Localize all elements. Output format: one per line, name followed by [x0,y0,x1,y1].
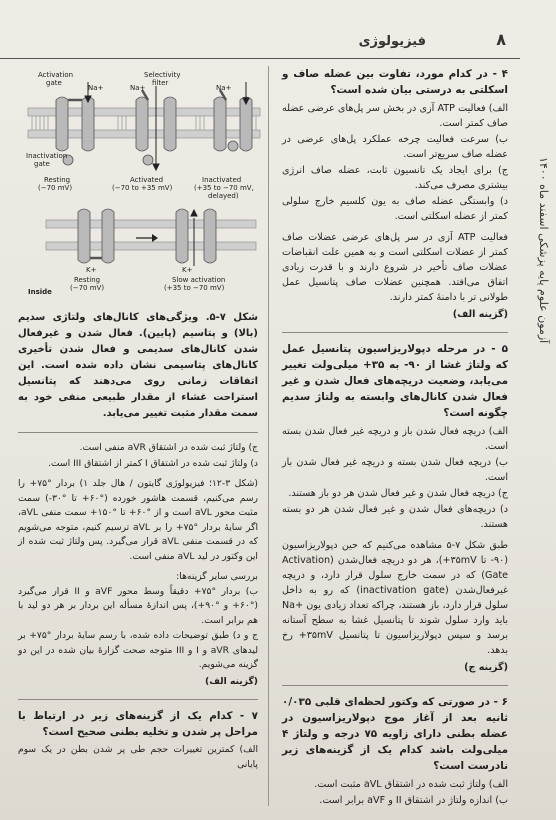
q4-answer: (گزینه الف) [452,309,508,320]
inactivation-gate-closed [228,141,238,151]
q6-explanation-1: (شکل ۳-۱۲؛ فیزیولوژی گایتون / هال جلد ۱) بردار °۷۵+ را رسم می‌کنیم، قسمت هاشور خورده (°۶۰+ تا °۳۰-) سمت مثبت محور aVL است و از °۶۰+ تا °۱۵۰+ سمت منفی aVL، اگر سایهٔ بردار °۷۵+ را بر aVL ترسیم کنیم، متوجه می‌شویم که در قسمت منفی aVL قرار می‌گیرد. پس ولتاژ ثبت شده از این وکتور در لید aVL منفی است. [18,478,259,562]
q6-option-a: الف) ولتاژ ثبت شده در اشتقاق aVL مثبت است. [314,779,508,790]
q4-option-a: الف) فعالیت ATP آزی در بخش سر پل‌های عرضی عضله صاف کمتر است. [282,103,508,129]
q5-answer: (گزینه ج) [464,662,508,673]
label-na-1: Na+ [88,84,104,92]
na-channel-inactivated-left [214,97,226,151]
q6-option-c: ج) ولتاژ ثبت شده در اشتقاق aVR منفی است. [79,442,258,453]
label-activation-gate: Activation gate [38,71,74,87]
label-resting-na: Resting (−70 mV) [38,176,73,192]
label-na-3: Na+ [216,84,232,92]
q6-explanation-2: بررسی سایر گزینه‌ها: [176,571,258,582]
inactivation-gate-2 [143,155,153,165]
k-channel-resting-right [102,209,114,263]
na-channel-resting-right [82,97,94,151]
separator-4 [18,699,258,700]
label-inactivation-gate: Inactivation gate [26,152,68,168]
q4-option-c: ج) برای ایجاد یک تانسیون ثابت، عضله صاف انرژی بیشتری مصرف می‌کند. [282,165,508,191]
figure-caption: شکل ۷-۵. ویژگی‌های کانال‌های ولتاژی سدیم (بالا) و پتاسیم (پایین). فعال شدن و غیرفعال شدن کانال‌های سدیمی و فعال شدن تأخیری کانال‌های پتاسیمی نشان داده شده است. این اتفاقات زمانی روی می‌دهند که پتانسیل استراحت غشاء از مقدار طبیعی منفی خود به سمت مقدار مثبت تغییر می‌یابد. [18,312,258,419]
separator [282,332,508,333]
page-title: فیزیولوژی [358,34,426,49]
page-header [0,28,520,59]
q5-option-a: الف) دریچه فعال شدن باز و دریچه غیر فعال شدن بسته است. [282,426,508,452]
na-channel-activated-left [136,97,148,151]
k-channel-resting-left [78,209,90,263]
q4-explanation: فعالیت ATP آزی در سر پل‌های عرضی عضلات صاف کمتر از عضلات اسکلتی است و به همین علت انقباضات عضلات صاف تأخیر در شروع دارند و با قدرت زیادی اتفاق می‌افتد. همچنین عضلات صاف پتانسیل عمل طولانی تر با دامنهٔ کمتر دارند. [282,232,508,303]
side-band-label: آزمون علوم پایه پزشکی اسفند ماه ۱۴۰۰ [537,156,550,344]
question-7: ۷ - کدام یک از گزینه‌های زیر در ارتباط با مراحل پر شدن و تخلیه بطنی صحیح است؟ [18,710,258,738]
label-inside: Inside [28,288,52,296]
potassium-membrane-row [46,209,256,266]
page-number: ۸ [496,30,506,49]
label-na-2: Na+ [130,84,146,92]
q6-explanation-4: ج و د) طبق توضیحات داده شده، با رسم سایهٔ بردار °۷۵+ بر لیدهای aVR و I و III متوجه صحت گزارهٔ بیان شده در این دو گزینه می‌شویم. [18,630,259,670]
label-slow-activation: Slow activation (+35 to −70 mV) [164,276,226,292]
label-k-1: K+ [86,266,97,274]
question-4: ۴ - در کدام مورد، تفاوت بین عضله صاف و اسکلتی به درستی بیان شده است؟ [282,68,508,96]
column-divider [268,66,269,806]
separator-2 [282,685,508,686]
question-6: ۶ - در صورتی که وکتور لحظه‌ای قلبی ۰/۰۳۵ ثانیه بعد از آغاز موج دپولاریزاسیون در عضله بطنی دارای زاویه ۷۵ درجه و ولتاژ ۴ میلی‌ولت باشد کدام یک از گزینه‌های زیر نادرست است؟ [282,696,508,772]
k-channel-slow-left [176,209,188,263]
label-inactivated: Inactivated (+35 to −70 mV, delayed) [194,176,254,200]
label-selectivity-filter: Selectivity filter [144,71,181,87]
right-column [282,66,508,809]
label-k-2: K+ [182,266,193,274]
q4-option-b: ب) سرعت فعالیت چرخه عملکرد پل‌های عرضی در عضله صاف سریع‌تر است. [282,134,508,160]
q5-option-b: ب) دریچه فعال شدن بسته و دریچه غیر فعال شدن باز است. [282,457,508,483]
q6-option-b: ب) اندازه ولتاژ در اشتقاق II و aVF برابر است. [319,795,508,806]
q6-option-d: د) ولتاژ ثبت شده در اشتقاق I کمتر از اشتقاق III است. [47,457,258,469]
na-channel-activated-right [164,97,176,151]
ion-channel-figure [26,70,266,298]
q4-option-d: د) وابستگی عضله صاف به یون کلسیم خارج سلولی کمتر از عضله اسکلتی است. [282,196,508,222]
q7-option-a: الف) کمترین تغییرات حجم طی پر شدن بطن در یک سوم پایانی [18,744,258,770]
q6-answer: (گزینه الف) [205,675,258,687]
left-column [18,300,258,773]
na-channel-resting-left [56,97,68,151]
q5-option-c: ج) دریچه فعال شدن و غیر فعال شدن هر دو باز هستند. [288,488,508,499]
label-resting-k: Resting (−70 mV) [70,276,105,292]
ion-channel-diagram [26,70,266,298]
question-5: ۵ - در مرحله دپولاریزاسیون پتانسیل عمل که ولتاژ غشا از ۹۰- به ۳۵+ میلی‌ولت تغییر می‌یابد، وضعیت دریچه‌های فعال شدن و غیر فعال شدن کانال‌های وابسته به ولتاژ سدیم چگونه است؟ [282,343,508,419]
q6-explanation-3: ب) بردار °۷۵+ دقیقاً وسط محور aVF و II قرار می‌گیرد (°۶۰+ و °۹۰+)، پس اندازهٔ مسأله این بردار بر هر دو لید با هم برابر است. [18,585,258,626]
label-activated: Activated (−70 to +35 mV) [112,176,173,192]
k-channel-slow-right [204,209,216,263]
q5-option-d: د) دریچه‌های فعال شدن و غیر فعال شدن هر دو بسته هستند. [282,504,508,530]
separator-3 [18,432,258,433]
q5-explanation: طبق شکل ۷-۵ مشاهده می‌کنیم که حین دپولاریزاسیون (۹۰- تا ۳۵mV+)، هر دو دریچه فعال‌شدن (Activation Gate) که در سمت خارج سلول قرار دارد، و دریچه غیرفعال‌شدن (inactivation gate) که رو به داخل سلول قرار دارد، باز هستند، چراکه تعداد زیادی یون +Na باید وارد سلول شوند تا پتانسیل غشا به سطح آستانه برسد و سپس دپولاریزاسیون تا پتانسیل ۳۵mV+ رخ بدهد. [282,540,509,656]
